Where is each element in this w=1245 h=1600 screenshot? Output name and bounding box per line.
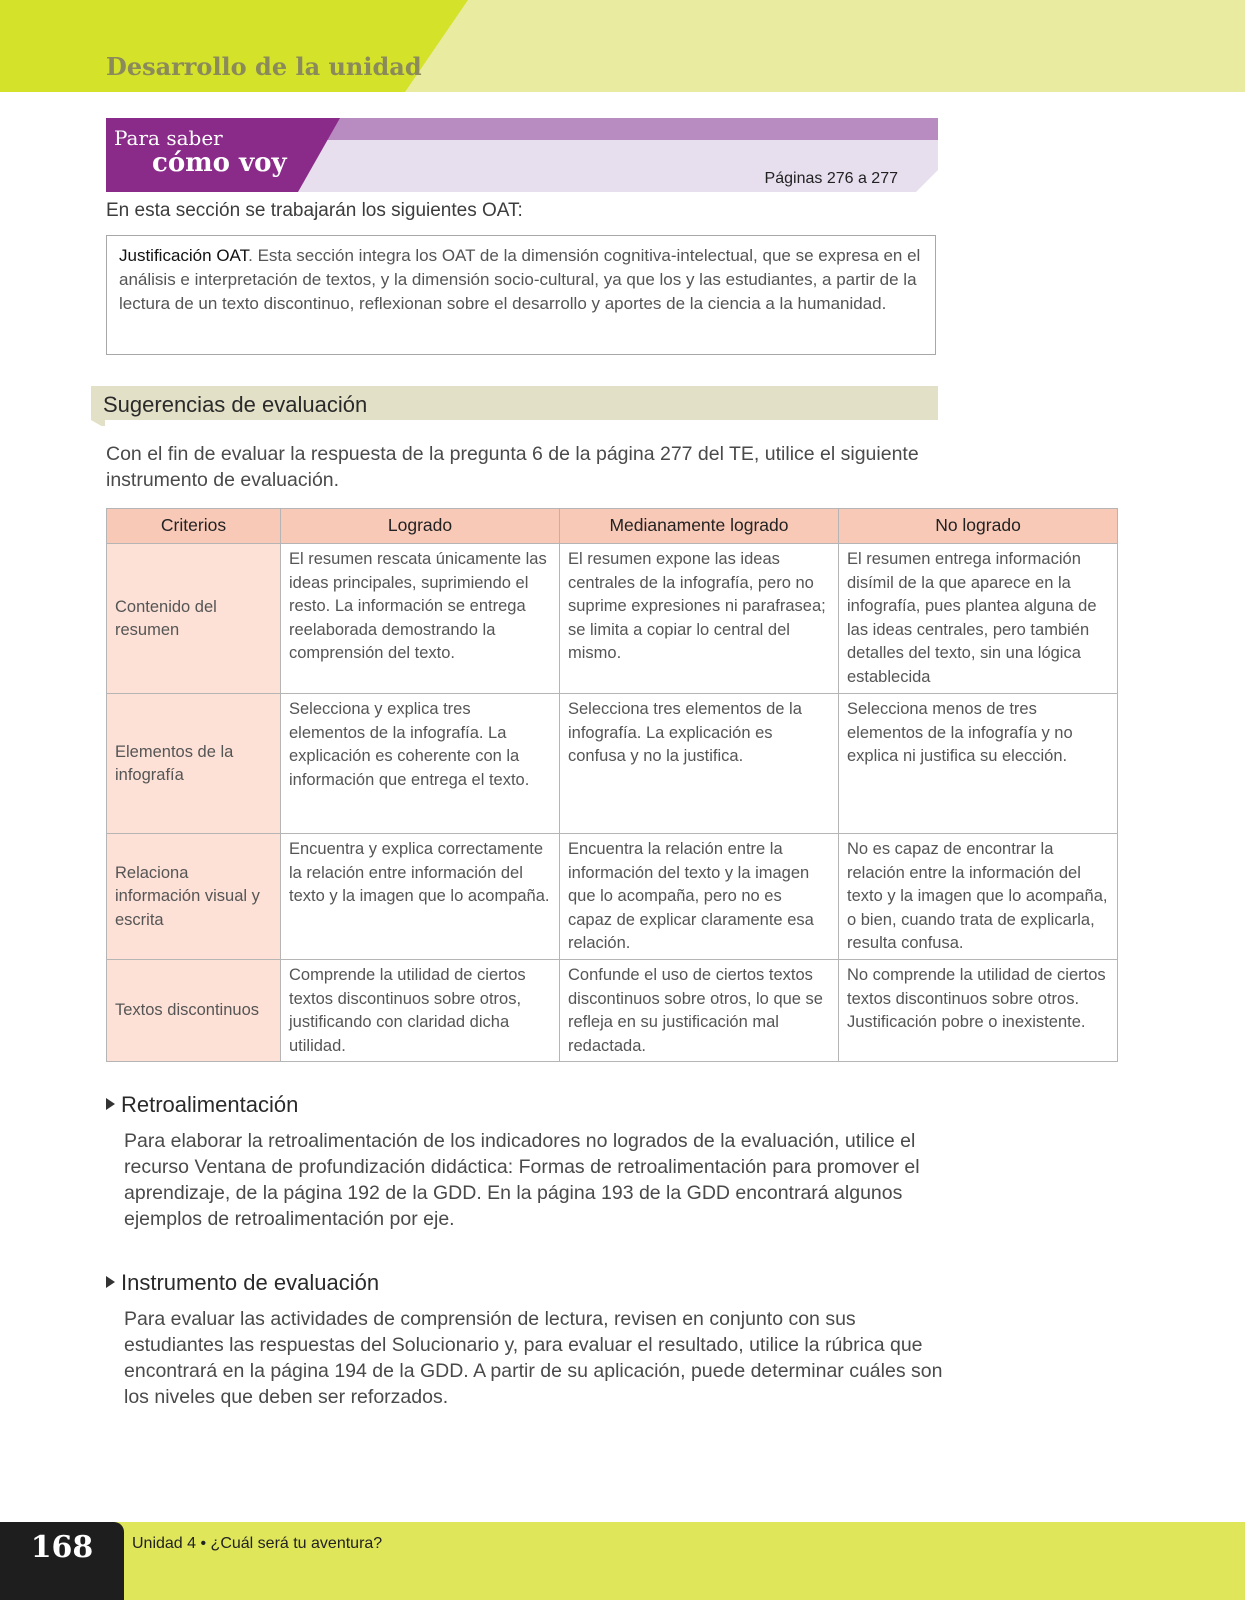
page-number: 168 [30, 1530, 94, 1565]
medianamente-cell: Selecciona tres elementos de la infografía. La explicación es confusa y no la justifica. [560, 694, 839, 834]
rubric-header-row [107, 509, 1118, 544]
oat-lead: Justificación OAT [119, 246, 249, 265]
logrado-cell: Selecciona y explica tres elementos de la infografía. La explicación es coherente con la información que entrega el texto. [281, 694, 560, 834]
banner-title-line1: Para saber [114, 126, 223, 150]
header-criterios: Criterios [107, 509, 281, 544]
retro-heading [106, 1092, 298, 1118]
instrumento-heading [106, 1270, 379, 1296]
banner-title-line2: cómo voy [152, 148, 287, 178]
section-title: Desarrollo de la unidad [106, 52, 422, 81]
footer-unit-title: Unidad 4 • ¿Cuál será tu aventura? [132, 1535, 383, 1552]
logrado-cell: Comprende la utilidad de ciertos textos discontinuos sobre otros, justificando con claridad dicha utilidad. [281, 960, 560, 1062]
banner-pages: Páginas 276 a 277 [764, 170, 898, 187]
no-logrado-cell: Selecciona menos de tres elementos de la infografía y no explica ni justifica su elección. [839, 694, 1118, 834]
retro-text: Para elaborar la retroalimentación de los indicadores no logrados de la evaluación, utilice el recurso Ventana de profundización didáctica: Formas de retroalimentación para promover el aprendizaje, de la página 192 de la GDD. En la página 193 de la GDD encontrará algunos ejemplos de retroalimentación por eje. [124, 1130, 920, 1230]
medianamente-cell: Confunde el uso de ciertos textos discontinuos sobre otros, lo que se refleja en su justificación mal redactada. [560, 960, 839, 1062]
oat-intro: En esta sección se trabajarán los siguientes OAT: [106, 200, 523, 221]
table-row [107, 834, 1118, 960]
page-footer [0, 1522, 1245, 1600]
sugerencias-title: Sugerencias de evaluación [103, 392, 368, 417]
para-saber-banner [106, 118, 938, 192]
header-medianamente: Medianamente logrado [560, 509, 839, 544]
logrado-cell: El resumen rescata únicamente las ideas principales, suprimiendo el resto. La información se entrega reelaborada demostrando la comprensión del texto. [281, 544, 560, 694]
header-no-logrado: No logrado [839, 509, 1118, 544]
oat-text: . Esta sección integra los OAT de la dimensión cognitiva-intelectual, que se expresa en el análisis e interpretación de textos, y la dimensión socio-cultural, ya que los y las estudiantes, a partir de la lectura de un texto discontinuo, reflexionan sobre el desarrollo y aportes de la ciencia a la humanidad. [119, 246, 921, 313]
rubric-table [106, 508, 1118, 1062]
header-logrado: Logrado [281, 509, 560, 544]
medianamente-cell: Encuentra la relación entre la información del texto y la imagen que lo acompaña, pero no es capaz de explicar claramente esa relación. [560, 834, 839, 960]
oat-justification-box [106, 235, 936, 355]
medianamente-cell: El resumen expone las ideas centrales de la infografía, pero no suprime expresiones ni parafrasea; se limita a copiar lo central del mismo. [560, 544, 839, 694]
no-logrado-cell: No es capaz de encontrar la relación entre la información del texto y la imagen que lo acompaña, o bien, cuando trata de explicarla, resulta confusa. [839, 834, 1118, 960]
sugerencias-text: Con el fin de evaluar la respuesta de la pregunta 6 de la página 277 del TE, utilice el siguiente instrumento de evaluación. [106, 443, 919, 491]
triangle-bullet-icon [106, 1276, 115, 1288]
no-logrado-cell: No comprende la utilidad de ciertos textos discontinuos sobre otros. Justificación pobre o inexistente. [839, 960, 1118, 1062]
triangle-bullet-icon [106, 1098, 115, 1110]
instrumento-title: Instrumento de evaluación [121, 1270, 380, 1295]
table-row [107, 694, 1118, 834]
criteria-cell: Textos discontinuos [107, 960, 281, 1062]
sugerencias-header [91, 386, 938, 426]
logrado-cell: Encuentra y explica correctamente la relación entre información del texto y la imagen que lo acompaña. [281, 834, 560, 960]
instrumento-text: Para evaluar las actividades de comprensión de lectura, revisen en conjunto con sus estudiantes las respuestas del Solucionario y, para evaluar el resultado, utilice la rúbrica que encontrará en la página 194 de la GDD. A partir de su aplicación, puede determinar cuáles son los niveles que deben ser reforzados. [124, 1308, 943, 1408]
page-header [0, 0, 1245, 92]
table-row [107, 960, 1118, 1062]
criteria-cell: Contenido del resumen [107, 544, 281, 694]
no-logrado-cell: El resumen entrega información disímil de la que aparece en la infografía, pues plantea alguna de las ideas centrales, pero también detalles del texto, sin una lógica establecida [839, 544, 1118, 694]
criteria-cell: Relaciona información visual y escrita [107, 834, 281, 960]
retro-title: Retroalimentación [121, 1092, 299, 1117]
criteria-cell: Elementos de la infografía [107, 694, 281, 834]
table-row [107, 544, 1118, 694]
